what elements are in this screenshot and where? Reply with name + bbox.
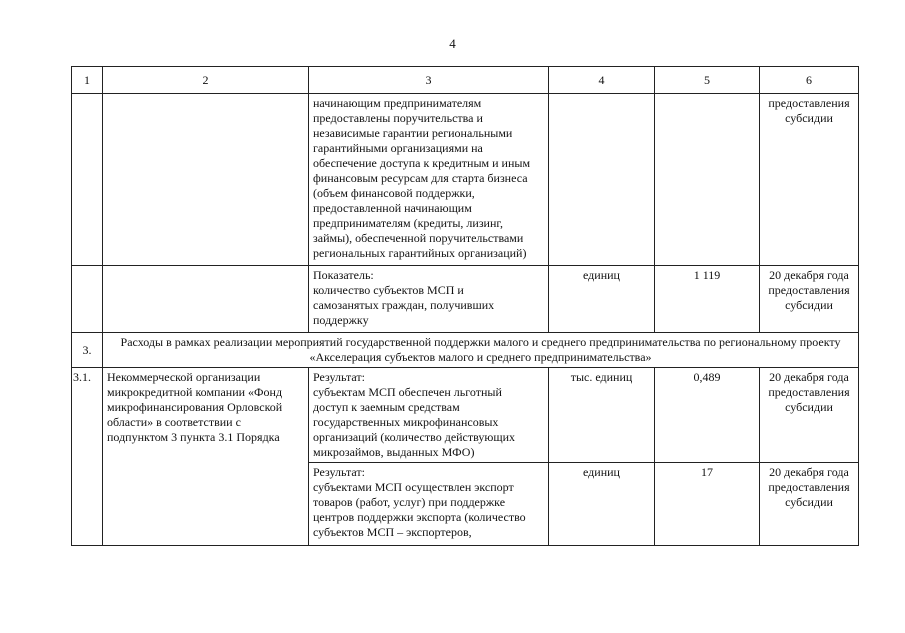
- header-cell-5: 5: [655, 67, 760, 94]
- item-number: 3.1.: [72, 368, 103, 546]
- row-indicator-cell-1: [72, 266, 103, 333]
- row-cont-result-text: начинающим предпринимателям предоставлены поручительства и независимые гарантии региональными гарантийными организациями на обеспечение доступа к кредитным и иным финансовым ресурсам для старта бизнеса (объем финансовой поддержки, предоставленной начинающим предпринимателям (кредиты, лизинг, займы), обеспеченной поручительствами региональных гарантийных организаций): [309, 94, 549, 266]
- result-2-unit: единиц: [549, 463, 655, 546]
- result-1-unit: тыс. единиц: [549, 368, 655, 463]
- result-1-deadline: 20 декабря года предоставления субсидии: [760, 368, 859, 463]
- indicator-deadline: 20 декабря года предоставления субсидии: [760, 266, 859, 333]
- table-row: [72, 94, 859, 266]
- header-cell-6: 6: [760, 67, 859, 94]
- result-2-text: Результат: субъектами МСП осуществлен экспорт товаров (работ, услуг) при поддержке центров поддержки экспорта (количество субъектов МСП – экспортеров,: [309, 463, 549, 546]
- header-cell-1: 1: [72, 67, 103, 94]
- result-1-value: 0,489: [655, 368, 760, 463]
- header-cell-2: 2: [103, 67, 309, 94]
- table-row: [72, 266, 859, 333]
- row-indicator-cell-2: [103, 266, 309, 333]
- result-2-deadline: 20 декабря года предоставления субсидии: [760, 463, 859, 546]
- section-number: 3.: [72, 333, 103, 368]
- header-cell-3: 3: [309, 67, 549, 94]
- document-table: [71, 66, 859, 546]
- row-cont-cell-2: [103, 94, 309, 266]
- header-cell-4: 4: [549, 67, 655, 94]
- row-cont-cell-1: [72, 94, 103, 266]
- result-1-text: Результат: субъектам МСП обеспечен льготный доступ к заемным средствам государственных микрофинансовых организаций (количество действующих микрозаймов, выданных МФО): [309, 368, 549, 463]
- section-row: [72, 333, 859, 368]
- row-cont-cell-4: [549, 94, 655, 266]
- row-cont-cell-5: [655, 94, 760, 266]
- indicator-text: Показатель: количество субъектов МСП и самозанятых граждан, получивших поддержку: [309, 266, 549, 333]
- indicator-unit: единиц: [549, 266, 655, 333]
- item-recipient: Некоммерческой организации микрокредитной компании «Фонд микрофинансирования Орловской области» в соответствии с подпунктом 3 пункта 3.1 Порядка: [103, 368, 309, 546]
- row-cont-deadline: предоставления субсидии: [760, 94, 859, 266]
- section-title: Расходы в рамках реализации мероприятий государственной поддержки малого и среднего предпринимательства по региональному проекту «Акселерация субъектов малого и среднего предпринимательства»: [103, 333, 859, 368]
- indicator-value: 1 119: [655, 266, 760, 333]
- table-header-row: [72, 67, 859, 94]
- table-row: [72, 368, 859, 463]
- result-2-value: 17: [655, 463, 760, 546]
- page-number: 4: [449, 36, 456, 51]
